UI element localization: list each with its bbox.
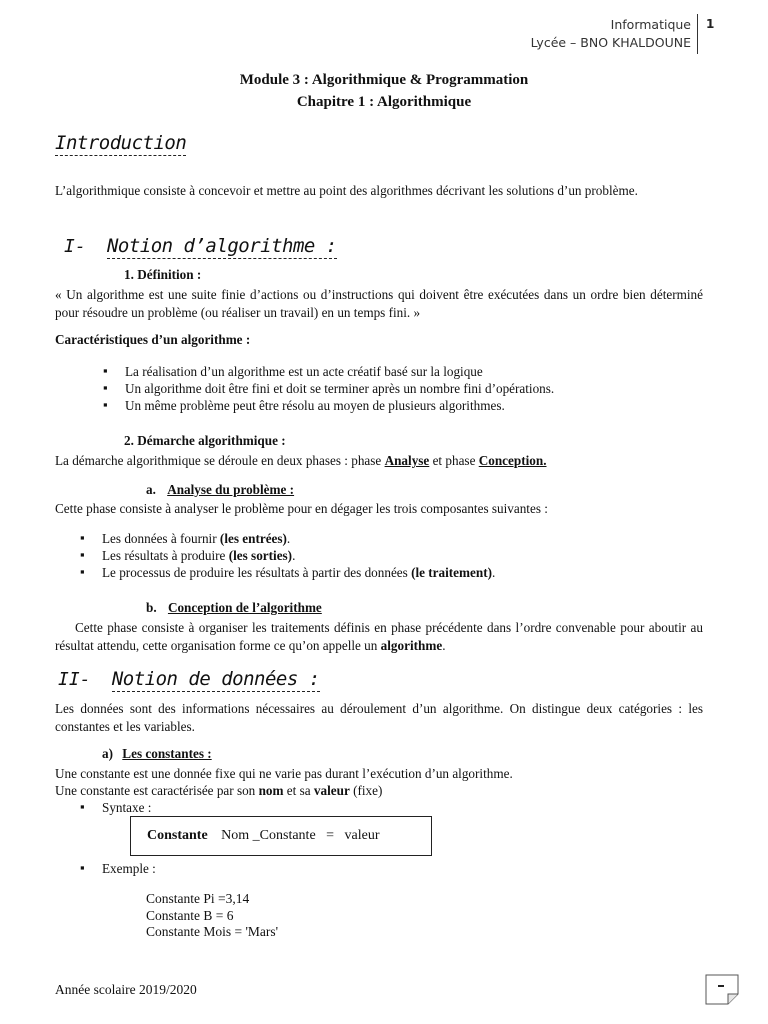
- section2-heading-row: [58, 668, 320, 690]
- approach-title: 2. Démarche algorithmique :: [124, 433, 286, 448]
- constants-title: Les constantes :: [122, 746, 212, 761]
- analysis-list: [80, 530, 495, 581]
- characteristics-list: [103, 363, 554, 414]
- characteristics-title: Caractéristiques d’un algorithme :: [55, 332, 251, 347]
- header-subject: Informatique: [610, 17, 691, 32]
- footer-year: Année scolaire 2019/2020: [55, 982, 197, 997]
- conception-heading: [146, 600, 322, 616]
- list-item: ▪ La réalisation d’un algorithme est un acte créatif basé sur la logique: [103, 363, 554, 380]
- intro-heading: Introduction: [55, 132, 187, 154]
- header-divider: [697, 14, 698, 54]
- definition-title: 1. Définition :: [124, 267, 202, 282]
- approach-text-start: La démarche algorithmique se déroule en deux phases : phase: [55, 453, 385, 468]
- list-item: ▪ Syntaxe :: [80, 799, 151, 816]
- approach-text: [55, 452, 547, 470]
- constants-letter: a): [102, 746, 113, 761]
- definition-text: « Un algorithme est une suite finie d’actions ou d’instructions qui doivent être exécutées dans un ordre bien déterminé pour résoudre un problème (ou réaliser un travail) en un temps fini. »: [55, 287, 703, 320]
- section2-text: Les données sont des informations nécessaires au déroulement d’un algorithme. On distingue deux catégories : les constantes et les variables.: [55, 701, 703, 734]
- analysis-letter: a.: [146, 482, 156, 497]
- list-item: ▪ Un même problème peut être résolu au moyen de plusieurs algorithmes.: [103, 397, 554, 414]
- approach-analyse: Analyse: [384, 453, 430, 468]
- intro-text: L’algorithmique consiste à concevoir et mettre au point des algorithmes décrivant les solutions d’un problème.: [55, 183, 638, 198]
- page-curl-icon: [704, 972, 740, 1006]
- constants-line2: Une constante est caractérisée par son nom et sa valeur (fixe): [55, 783, 383, 798]
- analysis-text: Cette phase consiste à analyser le problème pour en dégager les trois composantes suivantes :: [55, 501, 548, 516]
- section2-number: II-: [58, 669, 91, 690]
- analysis-heading: [146, 482, 294, 498]
- example-bullet: [80, 860, 156, 877]
- syntax-bullet: [80, 799, 151, 816]
- example-line: Constante B = 6: [146, 907, 234, 923]
- conception-text: Cette phase consiste à organiser les traitements définis en phase précédente dans l’ordre convenable pour aboutir au résultat attendu, cette organisation forme ce qu’on appelle un algorithme.: [55, 620, 703, 653]
- list-item: ▪ Les résultats à produire (les sorties).: [80, 547, 495, 564]
- syntax-text: [147, 828, 380, 844]
- section1-heading-row: [64, 235, 337, 257]
- example-line: Constante Mois = 'Mars': [146, 924, 279, 939]
- list-item: ▪ Un algorithme doit être fini et doit se terminer après un nombre fini d’opérations.: [103, 380, 554, 397]
- section2-heading: Notion de données :: [111, 668, 320, 690]
- page-number: 1: [706, 17, 715, 31]
- module-title: Module 3 : Algorithmique & Programmation: [239, 72, 529, 88]
- analysis-title: Analyse du problème :: [167, 482, 295, 497]
- syntax-keyword: Constante: [147, 828, 208, 843]
- example-line: Constante Pi =3,14: [146, 891, 250, 906]
- syntax-rest: Nom _Constante = valeur: [221, 828, 380, 843]
- conception-letter: b.: [146, 600, 157, 615]
- conception-title: Conception de l’algorithme: [167, 600, 322, 615]
- constants-heading: [102, 746, 212, 762]
- examples-block: [146, 891, 278, 941]
- syntax-box: [130, 816, 432, 856]
- section1-heading: Notion d’algorithme :: [106, 235, 337, 257]
- list-item: ▪ Les données à fournir (les entrées).: [80, 530, 495, 547]
- list-item: ▪ Exemple :: [80, 860, 156, 877]
- section1-number: I-: [64, 236, 86, 257]
- constants-line1: Une constante est une donnée fixe qui ne varie pas durant l’exécution d’un algorithme.: [55, 766, 513, 781]
- header-school: Lycée – BNO KHALDOUNE: [530, 35, 691, 50]
- chapter-title: Chapitre 1 : Algorithmique: [296, 94, 472, 110]
- list-item: ▪ Le processus de produire les résultats à partir des données (le traitement).: [80, 564, 495, 581]
- approach-text-mid: et phase: [429, 453, 479, 468]
- approach-conception: Conception.: [478, 453, 547, 468]
